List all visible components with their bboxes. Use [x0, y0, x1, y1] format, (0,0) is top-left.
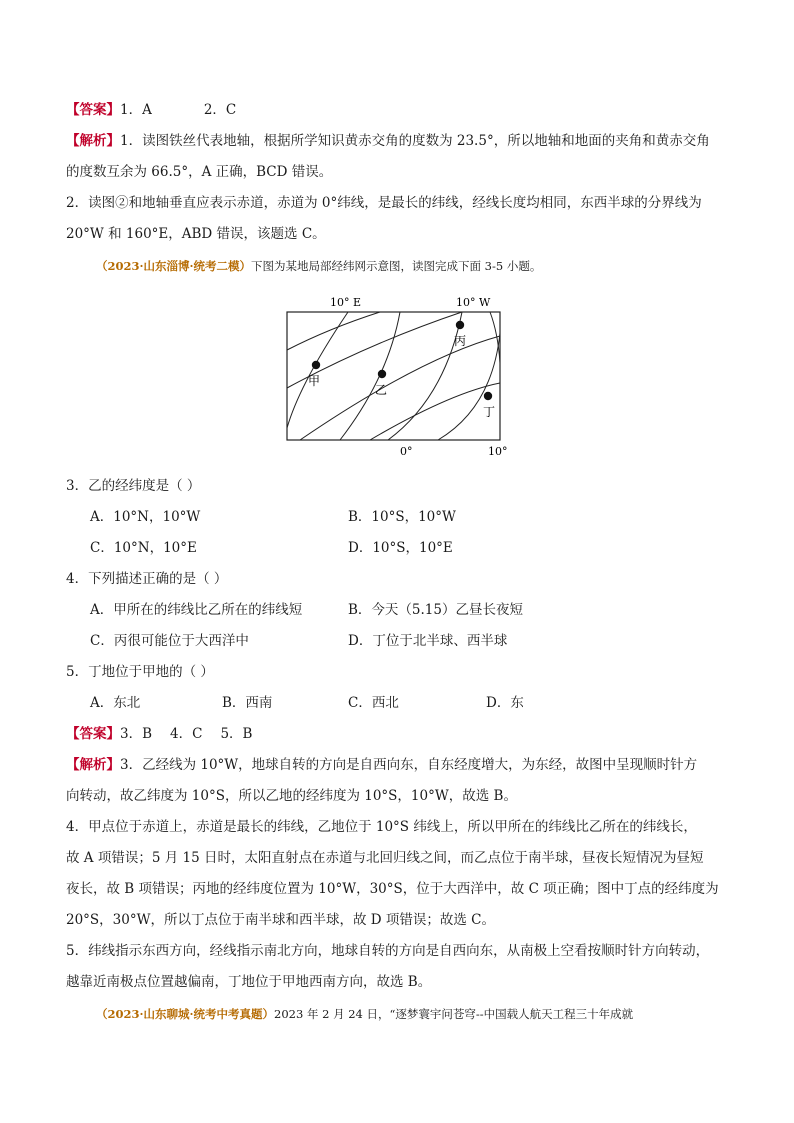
analysis-text: 故 A 项错误；5 月 15 日时，太阳直射点在赤道与北回归线之间，而乙点位于南半球，昼夜长短情况为昼短	[66, 850, 704, 866]
answer-line-2	[66, 724, 252, 744]
option-q5-d[interactable]: D．东	[486, 695, 524, 711]
analysis-line	[66, 131, 710, 151]
analysis-text: 2．读图②和地轴垂直应表示赤道，赤道为 0°纬线，是最长的纬线，经线长度均相同，东西半球的分界线为	[66, 195, 702, 211]
analysis-line	[66, 879, 719, 899]
point-jia	[312, 361, 320, 369]
source-name: （2023·山东淄博·统考二模）	[96, 259, 252, 273]
question-source	[96, 1006, 633, 1022]
option-q5-c[interactable]: C．西北	[348, 695, 399, 711]
analysis-line	[66, 817, 697, 837]
analysis-line	[66, 193, 702, 213]
label-bottom-mid: 0°	[400, 445, 413, 458]
answer-4: 4．C	[170, 726, 203, 742]
question-source	[96, 258, 541, 274]
meridian-line	[388, 312, 462, 440]
question-3-stem: 3．乙的经纬度是（ ）	[66, 478, 201, 494]
analysis-line	[66, 848, 703, 868]
point-ding	[484, 392, 492, 400]
option-q4-a[interactable]: A．甲所在的纬线比乙所在的纬线短	[90, 602, 303, 618]
meridian-line	[438, 333, 500, 440]
option-q5-a[interactable]: A．东北	[90, 695, 141, 711]
option-q4-d[interactable]: D．丁位于北半球、西半球	[348, 633, 508, 649]
label-yi: 乙	[375, 383, 388, 397]
analysis-text: 3．乙经线为 10°W，地球自转的方向是自西向东，自东经度增大，为东经，故图中呈现顺时针方	[120, 757, 698, 773]
analysis-line	[66, 786, 517, 806]
option-q5-b[interactable]: B．西南	[222, 695, 273, 711]
label-jia: 甲	[308, 374, 321, 388]
point-bing	[456, 321, 464, 329]
meridian-line	[287, 312, 348, 428]
question-stem	[66, 569, 227, 589]
meridian-line	[340, 312, 400, 440]
option-q3-c[interactable]: C．10°N，10°E	[90, 540, 197, 556]
label-top-left: 10° E	[330, 296, 362, 309]
analysis-text: 5．纬线指示东西方向，经线指示南北方向，地球自转的方向是自西向东，从南极上空看按顺时针方向转动，	[66, 943, 710, 959]
analysis-text: 4．甲点位于赤道上，赤道是最长的纬线，乙地位于 10°S 纬线上，所以甲所在的纬线比乙所在的纬线长，	[66, 819, 697, 835]
answer-1: 1．A	[120, 102, 152, 118]
option-q3-b[interactable]: B．10°S，10°W	[348, 509, 456, 525]
source-name: （2023·山东聊城·统考中考真题）	[96, 1007, 275, 1021]
analysis-line	[66, 910, 495, 930]
analysis-text: 夜长，故 B 项错误；丙地的经纬度位置为 10°W，30°S，位于大西洋中，故 C 项正确；图中丁点的经纬度为	[66, 881, 719, 897]
analysis-text: 1．读图铁丝代表地轴，根据所学知识黄赤交角的度数为 23.5°，所以地轴和地面的夹角和黄赤交角	[120, 133, 710, 149]
label-bottom-right: 10°	[488, 445, 508, 458]
question-stem	[66, 662, 214, 682]
parallel-line	[287, 312, 380, 350]
option-q4-c[interactable]: C．丙很可能位于大西洋中	[90, 633, 249, 649]
source-text: 2023 年 2 月 24 日，“逐梦寰宇问苍穹--中国载人航天工程三十年成就	[274, 1007, 634, 1021]
question-stem	[66, 476, 200, 496]
analysis-line	[66, 972, 431, 992]
option-q3-a[interactable]: A．10°N，10°W	[90, 509, 201, 525]
analysis-line	[66, 755, 697, 775]
analysis-tag: 【解析】	[66, 757, 120, 773]
parallel-line	[300, 336, 500, 440]
graticule-figure	[270, 288, 520, 460]
source-text: 下图为某地局部经纬网示意图，读图完成下面 3-5 小题。	[251, 259, 542, 273]
point-yi	[378, 370, 386, 378]
analysis-text: 向转动，故乙纬度为 10°S，所以乙地的经纬度为 10°S，10°W，故选 B。	[66, 788, 517, 804]
answer-3: 3．B	[120, 726, 153, 742]
analysis-tag: 【解析】	[66, 133, 120, 149]
label-ding: 丁	[483, 405, 496, 419]
answer-tag: 【答案】	[66, 102, 120, 118]
answer-2: 2．C	[203, 102, 237, 118]
analysis-line	[66, 162, 332, 182]
analysis-line	[66, 941, 709, 961]
analysis-text: 20°S，30°W，所以丁点位于南半球和西半球，故 D 项错误；故选 C。	[66, 912, 496, 928]
analysis-text: 的度数互余为 66.5°，A 正确，BCD 错误。	[66, 164, 333, 180]
analysis-text: 越靠近南极点位置越偏南，丁地位于甲地西南方向，故选 B。	[66, 974, 432, 990]
option-q4-b[interactable]: B．今天（5.15）乙昼长夜短	[348, 602, 523, 618]
label-top-right: 10° W	[456, 296, 491, 309]
label-bing: 丙	[454, 334, 467, 348]
question-5-stem: 5．丁地位于甲地的（ ）	[66, 664, 214, 680]
analysis-text: 20°W 和 160°E，ABD 错误，该题选 C。	[66, 226, 326, 242]
analysis-line	[66, 224, 326, 244]
answer-line-1	[66, 100, 236, 120]
answer-5: 5．B	[220, 726, 253, 742]
option-q3-d[interactable]: D．10°S，10°E	[348, 540, 453, 556]
parallel-line	[370, 383, 500, 440]
question-4-stem: 4．下列描述正确的是（ ）	[66, 571, 228, 587]
answer-tag: 【答案】	[66, 726, 120, 742]
